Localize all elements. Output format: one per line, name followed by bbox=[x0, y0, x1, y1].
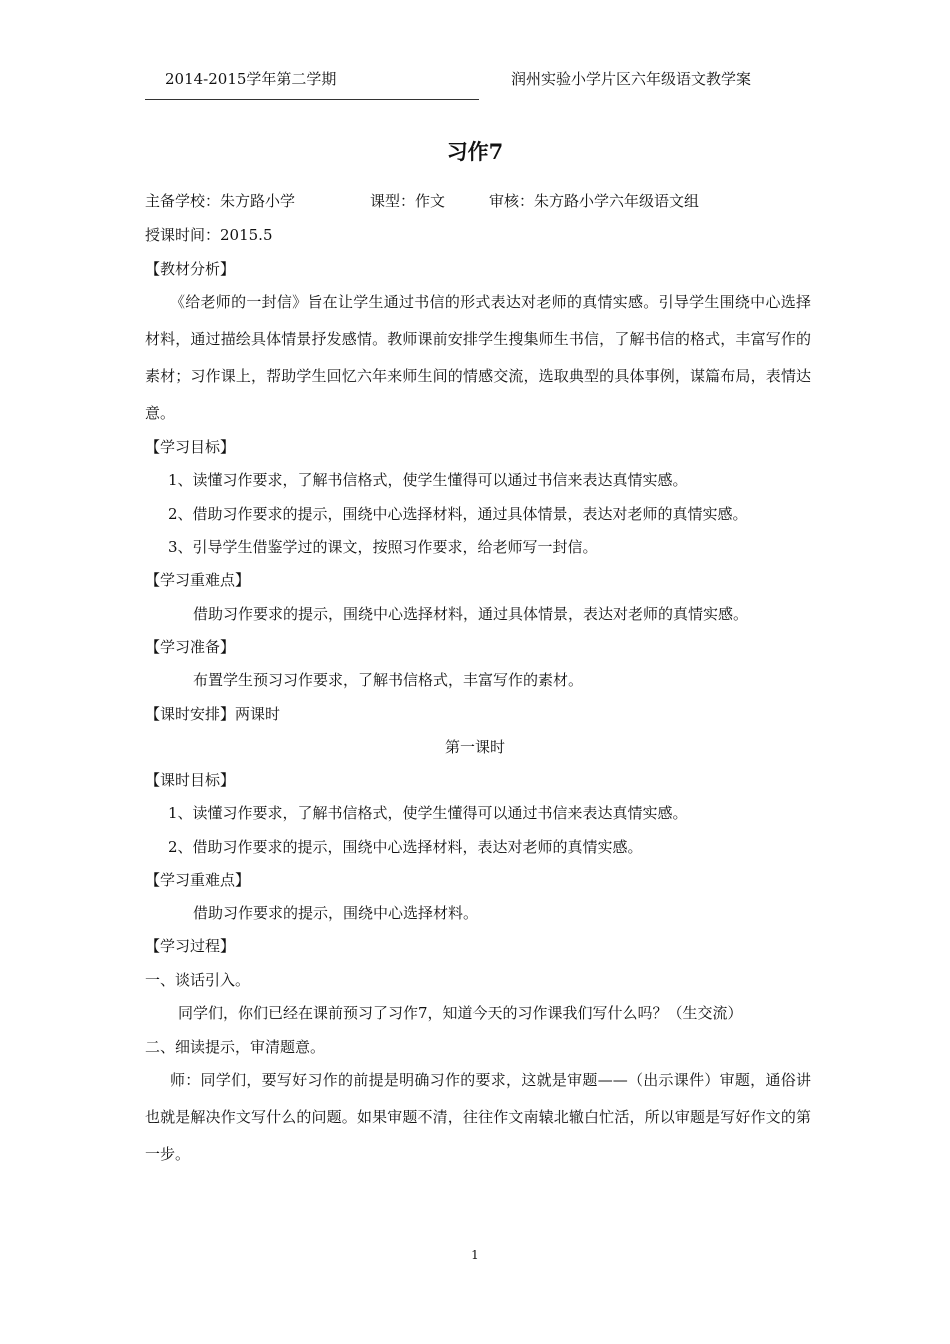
step2-heading: 二、细读提示，审清题意。 bbox=[145, 1038, 326, 1056]
step2-body: 师：同学们，要写好习作的前提是明确习作的要求，这就是审题——（出示课件）审题，通俗讲也就是解决作文写什么的问题。如果审题不清，往往作文南辕北辙白忙活，所以审题是写好作文的第一步。 bbox=[145, 1071, 811, 1163]
header-left: 2014-2015学年第二学期 bbox=[165, 70, 337, 88]
page-title: 习作7 bbox=[446, 139, 504, 164]
difficulty-body: 借助习作要求的提示，围绕中心选择材料，通过具体情景，表达对老师的真情实感。 bbox=[193, 605, 749, 623]
lesson-goal-item: 2、借助习作要求的提示，围绕中心选择材料，表达对老师的真情实感。 bbox=[168, 838, 643, 856]
lesson-difficulty-body: 借助习作要求的提示，围绕中心选择材料。 bbox=[193, 904, 479, 922]
header-right: 润州实验小学片区六年级语文教学案 bbox=[511, 70, 752, 88]
analysis-heading: 【教材分析】 bbox=[145, 260, 236, 278]
goals-heading: 【学习目标】 bbox=[145, 438, 236, 456]
meta-time: 授课时间：2015.5 bbox=[145, 226, 273, 244]
lesson-goal-item: 1、读懂习作要求，了解书信格式，使学生懂得可以通过书信来表达真情实感。 bbox=[168, 804, 688, 822]
lesson-goals-heading: 【课时目标】 bbox=[145, 771, 236, 789]
meta-school: 主备学校：朱方路小学 bbox=[145, 192, 296, 210]
goal-item: 1、读懂习作要求，了解书信格式，使学生懂得可以通过书信来表达真情实感。 bbox=[168, 471, 688, 489]
lesson-difficulty-heading: 【学习重难点】 bbox=[145, 871, 251, 889]
meta-review: 审核：朱方路小学六年级语文组 bbox=[489, 192, 700, 210]
prep-heading: 【学习准备】 bbox=[145, 638, 236, 656]
step1-body: 同学们，你们已经在课前预习了习作7，知道今天的习作课我们写什么吗？（生交流） bbox=[178, 1004, 743, 1022]
step1-heading: 一、谈话引入。 bbox=[145, 971, 251, 989]
header-rule bbox=[145, 99, 479, 100]
process-heading: 【学习过程】 bbox=[145, 937, 236, 955]
prep-body: 布置学生预习习作要求，了解书信格式，丰富写作的素材。 bbox=[193, 671, 584, 689]
goal-item: 2、借助习作要求的提示，围绕中心选择材料，通过具体情景，表达对老师的真情实感。 bbox=[168, 505, 748, 523]
difficulty-heading: 【学习重难点】 bbox=[145, 571, 251, 589]
lesson-title: 第一课时 bbox=[444, 738, 505, 756]
schedule: 【课时安排】两课时 bbox=[145, 705, 281, 723]
analysis-body: 《给老师的一封信》旨在让学生通过书信的形式表达对老师的真情实感。引导学生围绕中心选择材料，通过描绘具体情景抒发感情。教师课前安排学生搜集师生书信，了解书信的格式，丰富写作的素材；习作课上，帮助学生回忆六年来师生间的情感交流，选取典型的具体事例，谋篇布局，表情达意。 bbox=[145, 293, 811, 422]
meta-type: 课型：作文 bbox=[370, 192, 446, 210]
page-number: 1 bbox=[471, 1248, 479, 1262]
goal-item: 3、引导学生借鉴学过的课文，按照习作要求，给老师写一封信。 bbox=[168, 538, 598, 556]
